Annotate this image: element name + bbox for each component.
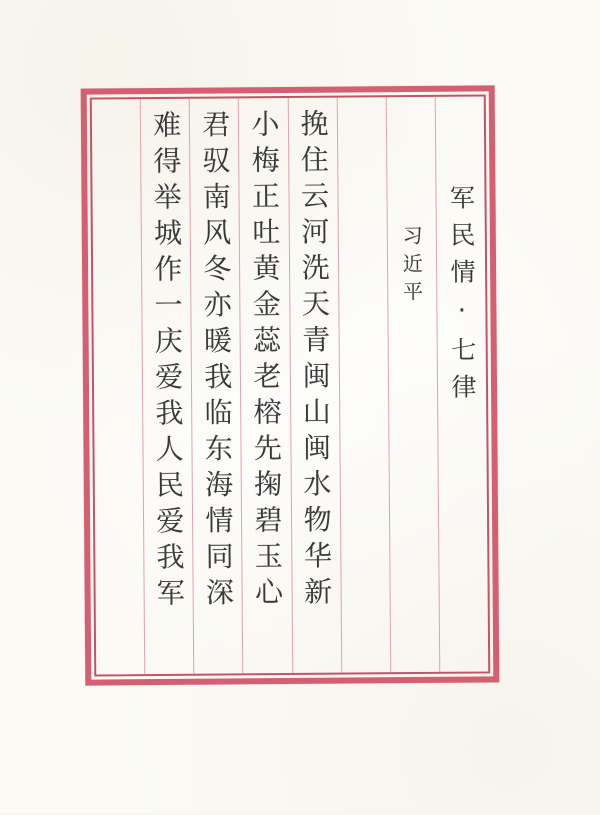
ruled-columns-grid [92,96,489,674]
column-verse-2 [238,98,292,673]
column-blank-right [336,97,390,672]
column-blank-left [92,99,145,674]
verse-line-1: 挽住云河洗天青闽山闽水物华新 [296,108,334,613]
column-verse-4 [140,99,194,674]
column-title [435,96,489,671]
column-author [385,97,439,672]
column-verse-3 [189,98,243,673]
letterhead-outer-border [81,85,500,685]
poem-title: 军民情·七律 [446,184,478,411]
poem-author: 习近平 [399,224,424,310]
blank-column-text [116,99,121,674]
verse-line-3: 君驭南风冬亦暖我临东海情同深 [198,109,236,614]
verse-line-4: 难得举城作一庆爱我人民爱我军 [149,109,186,615]
blank-column-text [361,97,366,672]
column-verse-1 [287,98,341,673]
verse-line-2: 小梅正吐黄金蕊老榕先掬碧玉心 [247,109,285,614]
letterhead-inner-border [90,94,491,676]
